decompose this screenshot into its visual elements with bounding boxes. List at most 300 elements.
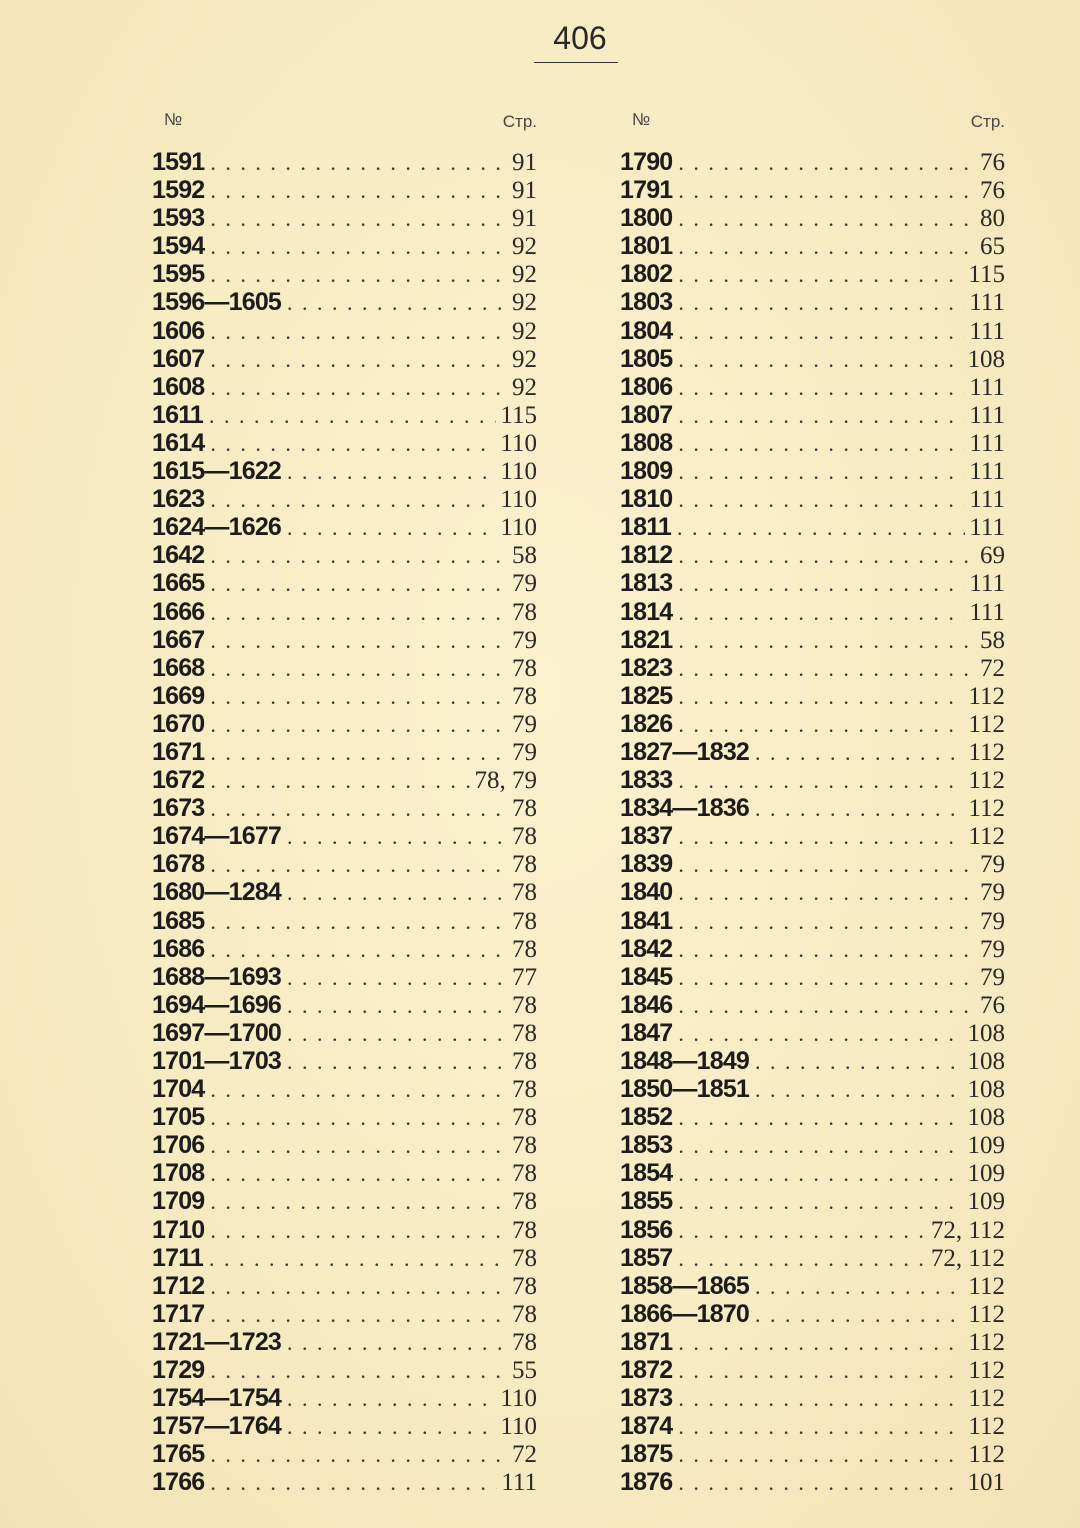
entry-page: 109 xyxy=(967,1132,1005,1160)
entry-page: 92 xyxy=(512,317,537,345)
index-entry xyxy=(152,541,537,569)
entry-page: 110 xyxy=(500,1385,537,1413)
entry-number: 1624—1626 xyxy=(152,513,282,542)
entry-list xyxy=(152,148,537,1497)
dot-leader xyxy=(672,599,965,627)
index-entry xyxy=(620,626,1005,654)
entry-page: 78, 79 xyxy=(474,767,537,795)
dot-leader xyxy=(672,458,965,486)
entry-page: 65 xyxy=(980,233,1005,261)
index-entry xyxy=(620,654,1005,682)
index-entry xyxy=(620,907,1005,935)
dot-leader xyxy=(204,627,508,655)
dot-leader xyxy=(672,1188,963,1216)
index-entry xyxy=(152,598,537,626)
entry-number: 1827—1832 xyxy=(620,737,750,766)
entry-page: 92 xyxy=(512,233,537,261)
index-entry xyxy=(620,1047,1005,1075)
dot-leader xyxy=(672,1469,963,1497)
index-entry xyxy=(152,317,537,345)
entry-number: 1821 xyxy=(620,625,673,654)
index-entry xyxy=(152,1468,537,1496)
dot-leader xyxy=(672,1132,963,1160)
index-entry xyxy=(620,1440,1005,1468)
entry-page: 112 xyxy=(968,682,1005,710)
dot-leader xyxy=(204,346,508,374)
entry-number: 1705 xyxy=(152,1103,205,1132)
dot-leader xyxy=(204,1357,508,1385)
entry-number: 1754—1754 xyxy=(152,1384,282,1413)
entry-page: 76 xyxy=(980,177,1005,205)
dot-leader xyxy=(672,823,964,851)
index-entry xyxy=(620,1103,1005,1131)
page-column-heading: Стр. xyxy=(970,112,1005,131)
entry-number: 1594 xyxy=(152,232,205,261)
entry-number: 1834—1836 xyxy=(620,794,750,823)
dot-leader xyxy=(281,1413,496,1441)
entry-page: 78 xyxy=(512,1244,537,1272)
entry-page: 78 xyxy=(512,935,537,963)
page-number-rule xyxy=(534,62,618,63)
entry-page: 92 xyxy=(512,289,537,317)
dot-leader xyxy=(204,739,508,767)
index-entry xyxy=(152,401,537,429)
index-entry xyxy=(152,907,537,935)
entry-number: 1711 xyxy=(152,1243,204,1272)
dot-leader xyxy=(672,261,964,289)
entry-number: 1826 xyxy=(620,709,673,738)
entry-page: 108 xyxy=(967,345,1005,373)
entry-page: 91 xyxy=(512,205,537,233)
index-entry xyxy=(152,569,537,597)
index-entry xyxy=(620,1412,1005,1440)
entry-number: 1710 xyxy=(152,1215,205,1244)
entry-page: 78 xyxy=(512,1328,537,1356)
dot-leader xyxy=(749,1048,963,1076)
entry-page: 78 xyxy=(512,1188,537,1216)
dot-leader xyxy=(672,486,965,514)
entry-number: 1808 xyxy=(620,428,673,457)
entry-number: 1694—1696 xyxy=(152,990,282,1019)
entry-number: 1833 xyxy=(620,766,673,795)
entry-number: 1642 xyxy=(152,541,205,570)
index-entry xyxy=(620,1216,1005,1244)
entry-number: 1757—1764 xyxy=(152,1412,282,1441)
entry-number: 1807 xyxy=(620,400,673,429)
entry-page: 72 xyxy=(980,654,1005,682)
dot-leader xyxy=(749,1273,964,1301)
entry-number: 1845 xyxy=(620,962,673,991)
entry-number: 1672 xyxy=(152,766,205,795)
index-entry xyxy=(152,232,537,260)
index-entry xyxy=(620,598,1005,626)
dot-leader xyxy=(281,964,508,992)
index-entry xyxy=(620,935,1005,963)
index-entry xyxy=(620,345,1005,373)
index-entry xyxy=(620,485,1005,513)
entry-page: 111 xyxy=(969,373,1005,401)
entry-number: 1706 xyxy=(152,1131,205,1160)
entry-page: 78 xyxy=(512,1160,537,1188)
index-entry xyxy=(152,1047,537,1075)
entry-page: 112 xyxy=(968,1357,1005,1385)
entry-number: 1667 xyxy=(152,625,205,654)
entry-number: 1876 xyxy=(620,1468,673,1497)
index-entry xyxy=(152,260,537,288)
index-entry xyxy=(620,1328,1005,1356)
index-entry xyxy=(152,204,537,232)
index-entry xyxy=(620,710,1005,738)
entry-page: 111 xyxy=(969,429,1005,457)
entry-number: 1848—1849 xyxy=(620,1047,750,1075)
dot-leader xyxy=(672,542,976,570)
dot-leader xyxy=(672,1441,964,1469)
dot-leader xyxy=(204,1301,508,1329)
dot-leader xyxy=(204,1076,508,1104)
entry-number: 1666 xyxy=(152,597,205,626)
entry-page: 112 xyxy=(968,710,1005,738)
dot-leader xyxy=(203,1245,508,1273)
entry-page: 92 xyxy=(512,373,537,401)
entry-number: 1791 xyxy=(620,176,673,205)
dot-leader xyxy=(204,1469,497,1497)
entry-page: 111 xyxy=(969,401,1005,429)
entry-page: 79 xyxy=(980,963,1005,991)
entry-page: 58 xyxy=(512,542,537,570)
entry-page: 108 xyxy=(967,1104,1005,1132)
dot-leader xyxy=(204,374,508,402)
entry-number: 1686 xyxy=(152,934,205,963)
entry-page: 108 xyxy=(967,1019,1005,1047)
index-entry xyxy=(152,485,537,513)
entry-number: 1800 xyxy=(620,204,673,233)
index-entry xyxy=(620,1187,1005,1215)
dot-leader xyxy=(204,599,508,627)
entry-number: 1592 xyxy=(152,176,205,205)
index-entry xyxy=(152,1440,537,1468)
index-entry xyxy=(152,288,537,316)
index-entry xyxy=(152,148,537,176)
dot-leader xyxy=(749,1076,963,1104)
entry-number: 1847 xyxy=(620,1018,673,1047)
entry-number: 1595 xyxy=(152,260,205,289)
entry-number: 1846 xyxy=(620,990,673,1019)
dot-leader xyxy=(749,795,964,823)
index-entry xyxy=(620,429,1005,457)
entry-page: 112 xyxy=(968,823,1005,851)
index-entry xyxy=(620,1468,1005,1496)
dot-leader xyxy=(281,1329,508,1357)
index-entry xyxy=(152,794,537,822)
entry-page: 78 xyxy=(512,1272,537,1300)
entry-number: 1858—1865 xyxy=(620,1271,750,1300)
dot-leader xyxy=(204,430,496,458)
dot-leader xyxy=(204,570,508,598)
dot-leader xyxy=(281,879,508,907)
index-entry xyxy=(152,1244,537,1272)
dot-leader xyxy=(672,346,963,374)
entry-number: 1615—1622 xyxy=(152,457,282,486)
index-entry xyxy=(152,878,537,906)
dot-leader xyxy=(672,964,976,992)
entry-page: 112 xyxy=(968,795,1005,823)
entry-page: 79 xyxy=(512,570,537,598)
entry-page: 111 xyxy=(969,317,1005,345)
dot-leader xyxy=(672,936,976,964)
entry-page: 112 xyxy=(968,1385,1005,1413)
index-entry xyxy=(620,232,1005,260)
index-entry xyxy=(152,1159,537,1187)
entry-number: 1688—1693 xyxy=(152,962,282,991)
dot-leader xyxy=(672,1329,964,1357)
entry-page: 112 xyxy=(968,767,1005,795)
entry-page: 78 xyxy=(512,795,537,823)
entry-number: 1678 xyxy=(152,850,205,879)
index-entry xyxy=(620,204,1005,232)
index-entry xyxy=(152,1216,537,1244)
dot-leader xyxy=(672,1020,963,1048)
entry-page: 79 xyxy=(980,879,1005,907)
entry-number: 1766 xyxy=(152,1468,205,1497)
dot-leader xyxy=(204,1273,508,1301)
entry-number: 1790 xyxy=(620,148,673,176)
entry-number: 1674—1677 xyxy=(152,822,282,851)
dot-leader xyxy=(672,205,976,233)
entry-number: 1854 xyxy=(620,1159,673,1188)
index-entry xyxy=(152,626,537,654)
dot-leader xyxy=(672,1357,964,1385)
entry-number: 1803 xyxy=(620,288,673,317)
index-entry xyxy=(152,1075,537,1103)
entry-page: 91 xyxy=(512,149,537,176)
dot-leader xyxy=(672,851,976,879)
dot-leader xyxy=(204,1217,508,1245)
entry-page: 91 xyxy=(512,177,537,205)
dot-leader xyxy=(672,683,964,711)
index-entry xyxy=(152,935,537,963)
dot-leader xyxy=(672,233,976,261)
entry-page: 110 xyxy=(500,1413,537,1441)
entry-number: 1825 xyxy=(620,681,673,710)
entry-page: 72 xyxy=(512,1441,537,1469)
entry-number: 1806 xyxy=(620,372,673,401)
dot-leader xyxy=(672,1245,927,1273)
entry-page: 108 xyxy=(967,1048,1005,1075)
column-header xyxy=(152,106,537,148)
entry-number: 1856 xyxy=(620,1215,673,1244)
index-entry xyxy=(152,513,537,541)
entry-page: 78 xyxy=(512,823,537,851)
entry-page: 110 xyxy=(500,514,537,542)
index-entry xyxy=(620,1272,1005,1300)
entry-number: 1872 xyxy=(620,1356,673,1385)
index-entry xyxy=(620,766,1005,794)
dot-leader xyxy=(204,1441,508,1469)
entry-page: 69 xyxy=(980,542,1005,570)
entry-page: 79 xyxy=(512,710,537,738)
dot-leader xyxy=(204,177,508,205)
entry-number: 1810 xyxy=(620,485,673,514)
dot-leader xyxy=(281,514,496,542)
dot-leader xyxy=(204,795,508,823)
index-entry xyxy=(152,682,537,710)
dot-leader xyxy=(672,627,976,655)
dot-leader xyxy=(281,1385,496,1413)
dot-leader xyxy=(672,908,976,936)
index-entry xyxy=(152,850,537,878)
entry-page: 78 xyxy=(512,654,537,682)
entry-page: 115 xyxy=(968,261,1005,289)
dot-leader xyxy=(204,542,508,570)
dot-leader xyxy=(672,149,976,177)
dot-leader xyxy=(672,655,976,683)
dot-leader xyxy=(204,261,508,289)
dot-leader xyxy=(204,767,470,795)
entry-number: 1669 xyxy=(152,681,205,710)
index-column-right xyxy=(620,106,1005,1497)
index-entry xyxy=(620,1131,1005,1159)
dot-leader xyxy=(672,767,964,795)
entry-number: 1721—1723 xyxy=(152,1327,282,1356)
entry-number: 1871 xyxy=(620,1327,673,1356)
dot-leader xyxy=(204,233,508,261)
dot-leader xyxy=(204,1132,508,1160)
entry-number: 1841 xyxy=(620,906,673,935)
entry-number: 1729 xyxy=(152,1356,205,1385)
index-entry xyxy=(152,710,537,738)
entry-page: 78 xyxy=(512,991,537,1019)
index-entry xyxy=(152,1384,537,1412)
entry-page: 112 xyxy=(968,1441,1005,1469)
entry-page: 72, 112 xyxy=(930,1216,1005,1244)
index-entry xyxy=(620,317,1005,345)
entry-number: 1873 xyxy=(620,1384,673,1413)
index-entry xyxy=(152,1356,537,1384)
dot-leader xyxy=(204,936,508,964)
entry-number: 1866—1870 xyxy=(620,1299,750,1328)
index-entry xyxy=(152,176,537,204)
index-entry xyxy=(152,822,537,850)
entry-number: 1704 xyxy=(152,1075,205,1104)
dot-leader xyxy=(672,318,965,346)
index-entry xyxy=(620,260,1005,288)
dot-leader xyxy=(281,1048,508,1076)
entry-page: 108 xyxy=(967,1076,1005,1104)
entry-page: 78 xyxy=(512,682,537,710)
dot-leader xyxy=(672,570,965,598)
entry-number: 1823 xyxy=(620,653,673,682)
dot-leader xyxy=(672,402,965,430)
entry-number: 1814 xyxy=(620,597,673,626)
entry-number: 1670 xyxy=(152,709,205,738)
index-entry xyxy=(620,991,1005,1019)
entry-number: 1712 xyxy=(152,1271,205,1300)
entry-number: 1668 xyxy=(152,653,205,682)
entry-page: 78 xyxy=(512,1216,537,1244)
entry-number: 1708 xyxy=(152,1159,205,1188)
dot-leader xyxy=(672,1217,927,1245)
dot-leader xyxy=(672,1160,963,1188)
entry-page: 110 xyxy=(500,486,537,514)
dot-leader xyxy=(281,992,508,1020)
entry-page: 58 xyxy=(980,626,1005,654)
entry-page: 111 xyxy=(969,514,1005,542)
dot-leader xyxy=(281,289,508,317)
dot-leader xyxy=(672,289,965,317)
entry-number: 1607 xyxy=(152,344,205,373)
entry-number: 1591 xyxy=(152,148,205,176)
entry-number: 1697—1700 xyxy=(152,1018,282,1047)
entry-number: 1606 xyxy=(152,316,205,345)
page-column-heading: Стр. xyxy=(502,112,537,131)
entry-page: 76 xyxy=(980,991,1005,1019)
dot-leader xyxy=(204,1104,508,1132)
index-entry xyxy=(152,429,537,457)
entry-number: 1671 xyxy=(152,737,205,766)
dot-leader xyxy=(203,402,496,430)
entry-page: 111 xyxy=(969,486,1005,514)
entry-number: 1839 xyxy=(620,850,673,879)
entry-number: 1842 xyxy=(620,934,673,963)
entry-page: 111 xyxy=(969,289,1005,317)
entry-page: 77 xyxy=(512,963,537,991)
index-entry xyxy=(152,1187,537,1215)
entry-page: 92 xyxy=(512,345,537,373)
entry-page: 110 xyxy=(500,458,537,486)
entry-page: 78 xyxy=(512,1132,537,1160)
entry-page: 115 xyxy=(500,401,537,429)
entry-page: 76 xyxy=(980,149,1005,176)
index-entry xyxy=(152,457,537,485)
entry-page: 101 xyxy=(967,1469,1005,1497)
entry-number: 1709 xyxy=(152,1187,205,1216)
entry-page: 79 xyxy=(512,738,537,766)
entry-page: 111 xyxy=(969,598,1005,626)
dot-leader xyxy=(204,851,508,879)
dot-leader xyxy=(749,739,964,767)
entry-number: 1852 xyxy=(620,1103,673,1132)
index-entry xyxy=(620,373,1005,401)
number-column-heading: № xyxy=(164,110,183,129)
entry-page: 112 xyxy=(968,1300,1005,1328)
index-entry xyxy=(620,1019,1005,1047)
dot-leader xyxy=(672,992,976,1020)
entry-page: 112 xyxy=(968,1272,1005,1300)
entry-page: 111 xyxy=(969,570,1005,598)
index-entry xyxy=(152,1412,537,1440)
index-entry xyxy=(152,738,537,766)
index-entry xyxy=(620,401,1005,429)
entry-number: 1853 xyxy=(620,1131,673,1160)
entry-page: 78 xyxy=(512,1019,537,1047)
entry-number: 1812 xyxy=(620,541,673,570)
dot-leader xyxy=(204,149,508,177)
index-entry xyxy=(620,148,1005,176)
entry-page: 78 xyxy=(512,598,537,626)
entry-number: 1685 xyxy=(152,906,205,935)
index-column-left xyxy=(152,106,537,1497)
entry-number: 1809 xyxy=(620,457,673,486)
entry-number: 1804 xyxy=(620,316,673,345)
dot-leader xyxy=(204,711,508,739)
page-number: 406 xyxy=(553,20,607,56)
index-entry xyxy=(620,1300,1005,1328)
index-entry xyxy=(152,1328,537,1356)
index-entry xyxy=(620,963,1005,991)
dot-leader xyxy=(281,823,508,851)
index-entry xyxy=(620,176,1005,204)
entry-number: 1875 xyxy=(620,1440,673,1469)
